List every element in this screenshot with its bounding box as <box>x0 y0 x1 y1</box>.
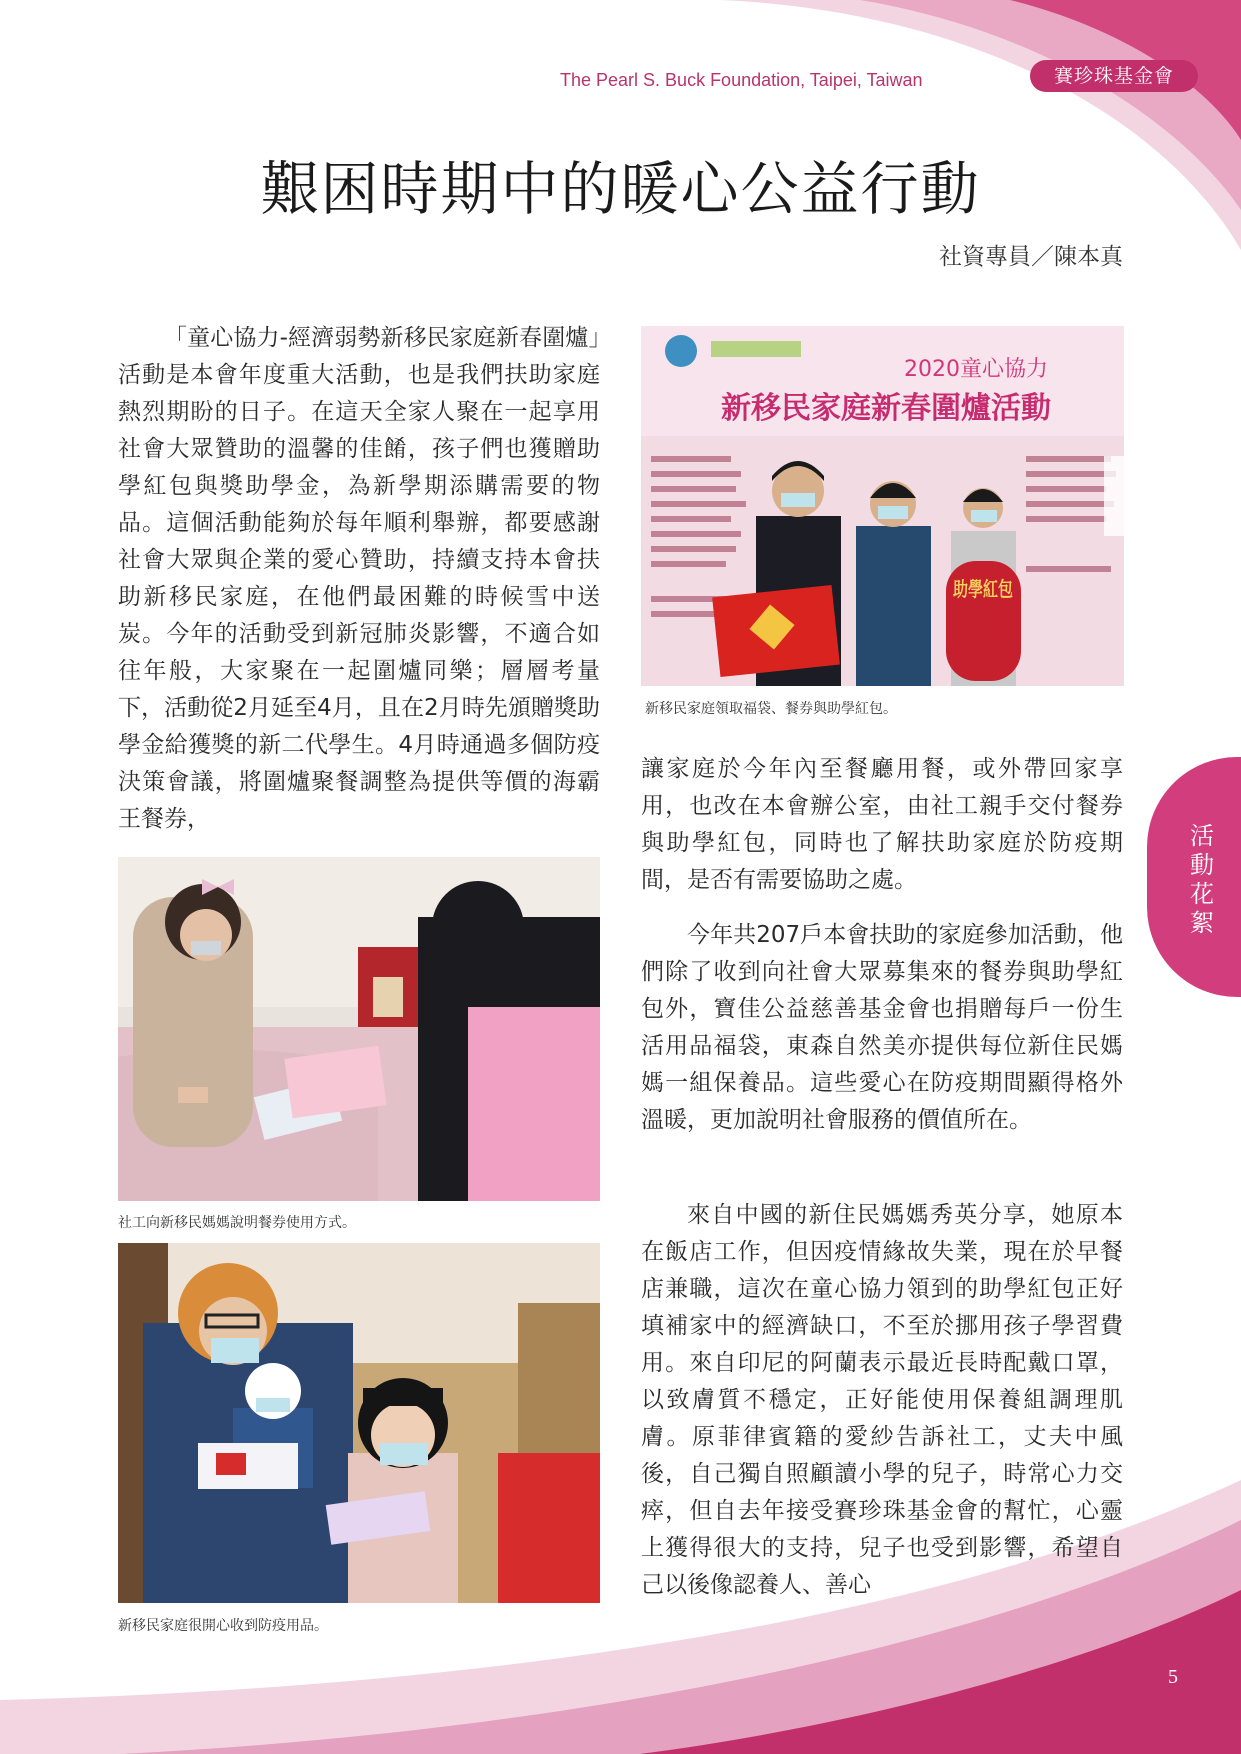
family-with-masks-photo <box>118 1243 600 1603</box>
red-envelope-sign-text: 助學紅包 <box>953 577 1013 601</box>
organization-badge: 賽珍珠基金會 <box>1030 60 1198 92</box>
desk-photo-caption: 社工向新移民媽媽說明餐券使用方式。 <box>118 1215 356 1231</box>
article-body-right-2 <box>641 917 1123 1139</box>
article-body-right-1 <box>641 751 1123 899</box>
banner-line-2: 新移民家庭新春圍爐活動 <box>721 391 1051 426</box>
section-side-tab-label: 活動花絮 <box>1190 822 1214 937</box>
paragraph-continuation: 讓家庭於今年內至餐廳用餐，或外帶回家享用，也改在本會辦公室，由社工親手交付餐券與助學紅包，同時也了解扶助家庭於防疫期間，是否有需要協助之處。 <box>641 756 1123 893</box>
banner-photo-caption: 新移民家庭領取福袋、餐券與助學紅包。 <box>645 701 897 717</box>
article-body-right-3 <box>641 1197 1123 1604</box>
page-number: 5 <box>1168 1666 1178 1688</box>
paragraph-testimonials: 來自中國的新住民媽媽秀英分享，她原本在飯店工作，但因疫情緣故失業，現在於早餐店兼職，這次在童心協力領到的助學紅包正好填補家中的經濟缺口，不至於挪用孩子學習費用。來自印尼的阿蘭表示最近長時配戴口罩，以致膚質不穩定，正好能使用保養組調理肌膚。原菲律賓籍的愛紗告訴社工，丈夫中風後，自己獨自照顧讀小學的兒子，時常心力交瘁，但自去年接受賽珍珠基金會的幫忙，心靈上獲得很大的支持，兒子也受到影響，希望自己以後像認養人、善心 <box>641 1202 1123 1598</box>
banner-event-photo <box>641 326 1124 686</box>
family-photo-caption: 新移民家庭很開心收到防疫用品。 <box>118 1618 328 1634</box>
organization-name-english: The Pearl S. Buck Foundation, Taipei, Taiwan <box>560 70 923 90</box>
article-author: 社資專員／陳本真 <box>939 244 1123 270</box>
article-body-left <box>118 320 600 838</box>
desk-consultation-photo <box>118 857 600 1201</box>
paragraph-donations: 今年共207戶本會扶助的家庭參加活動，他們除了收到向社會大眾募集來的餐券與助學紅包外，寶佳公益慈善基金會也捐贈每戶一份生活用品福袋，東森自然美亦提供每位新住民媽媽一組保養品。這些愛心在防疫期間顯得格外溫暖，更加說明社會服務的價值所在。 <box>641 922 1123 1133</box>
article-title: 艱困時期中的暖心公益行動 <box>260 155 981 223</box>
banner-line-1: 2020童心協力 <box>904 357 1048 382</box>
paragraph-intro: 「童心協力-經濟弱勢新移民家庭新春圍爐」活動是本會年度重大活動，也是我們扶助家庭熱烈期盼的日子。在這天全家人聚在一起享用社會大眾贊助的溫馨的佳餚，孩子們也獲贈助學紅包與獎助學金，為新學期添購需要的物品。這個活動能夠於每年順利舉辦，都要感謝社會大眾與企業的愛心贊助，持續支持本會扶助新移民家庭，在他們最困難的時候雪中送炭。今年的活動受到新冠肺炎影響，不適合如往年般，大家聚在一起圍爐同樂；層層考量下，活動從2月延至4月，且在2月時先頒贈獎助學金給獲獎的新二代學生。4月時通過多個防疫決策會議，將圍爐聚餐調整為提供等價的海霸王餐券， <box>118 325 600 832</box>
